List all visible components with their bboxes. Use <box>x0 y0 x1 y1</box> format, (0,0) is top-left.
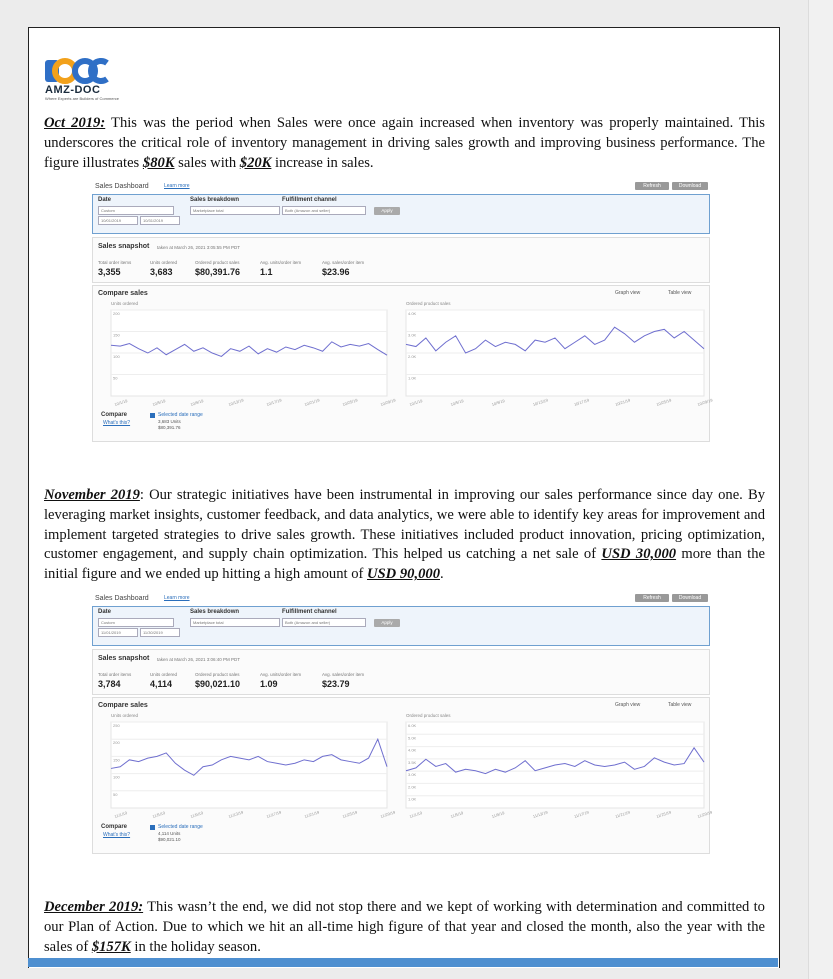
metric-value: 1.09 <box>260 679 278 689</box>
metric-value: $23.79 <box>322 679 350 689</box>
filters-panel <box>92 194 710 234</box>
paragraph-nov-2019 <box>44 486 765 585</box>
fulfillment-select[interactable]: Both (Amazon and seller) <box>282 206 366 215</box>
para-text: . <box>440 566 444 583</box>
x-tick-label: 11/9/19 <box>189 810 204 819</box>
metric-label: Avg. units/order item <box>260 260 302 265</box>
refresh-button[interactable]: Refresh <box>635 182 669 190</box>
date-select[interactable]: Custom <box>98 206 174 215</box>
compare-sales-title: Compare sales <box>98 702 148 709</box>
x-tick-label: 10/29/19 <box>696 397 714 407</box>
x-tick-label: 10/5/19 <box>449 398 465 407</box>
line-chart <box>111 713 397 819</box>
chart-title: Ordered product sales <box>406 713 451 718</box>
para-text: This was the period when Sales were once again increased when inventory was properly maintained. This underscores the critical role of inventory management in driving sales growth and improving business performance. The figure illustrates <box>44 115 765 171</box>
selected-units: 3,683 Units <box>158 419 181 424</box>
y-tick-label: 150 <box>113 332 120 338</box>
selected-range-label: Selected date range <box>158 412 203 418</box>
x-tick-label: 11/1/19 <box>113 810 128 819</box>
compare-sales-charts <box>93 286 714 416</box>
para-text: more than the initial figure and we ended up hitting a high amount of <box>44 546 765 583</box>
key-figure: $157K <box>91 938 131 955</box>
date-label: Date <box>98 609 112 615</box>
learn-more-link[interactable]: Learn more <box>164 595 190 601</box>
sales-breakdown-label: Sales breakdown <box>190 609 240 615</box>
heading-nov-2019: November 2019 <box>44 487 140 503</box>
logo-text: AMZ-DOC <box>45 84 101 96</box>
metric-value: 4,114 <box>150 679 173 689</box>
fulfillment-label: Fulfillment channel <box>282 197 337 203</box>
x-tick-label: 10/13/19 <box>227 397 245 407</box>
y-tick-label: 3.0K <box>408 332 417 338</box>
heading-dec-2019: December 2019: <box>44 899 144 915</box>
metric-label: Total order items <box>98 672 132 677</box>
date-from-input[interactable]: 11/01/2019 <box>98 628 138 637</box>
x-tick-label: 11/17/19 <box>265 809 282 819</box>
x-tick-label: 10/25/19 <box>341 397 359 407</box>
metric-label: Ordered product sales <box>195 672 240 677</box>
paragraph-oct-2019 <box>44 114 765 173</box>
y-tick-label: 200 <box>113 740 120 746</box>
y-tick-label: 1.0K <box>408 375 417 381</box>
vertical-scrollbar[interactable] <box>808 0 833 979</box>
download-button[interactable]: Download <box>672 182 708 190</box>
page-bottom-bar <box>28 958 778 967</box>
apply-button[interactable]: Apply <box>374 207 400 215</box>
y-tick-label: 50 <box>113 375 118 381</box>
dashboard-title: Sales Dashboard <box>95 183 149 190</box>
metric-label: Avg. sales/order item <box>322 260 365 265</box>
x-tick-label: 11/13/19 <box>227 809 244 819</box>
sales-snapshot <box>92 237 710 283</box>
sales-snapshot <box>92 649 710 695</box>
x-tick-label: 10/1/19 <box>408 398 424 407</box>
dashboard-title: Sales Dashboard <box>95 595 149 602</box>
x-tick-label: 11/25/19 <box>655 809 672 819</box>
snapshot-timestamp: taken at March 26, 2021 3:06:40 PM PDT <box>157 657 241 662</box>
whats-this-link[interactable]: What's this? <box>103 832 131 838</box>
y-tick-label: 5.0K <box>408 735 417 741</box>
x-tick-label: 10/25/19 <box>655 397 672 407</box>
y-tick-label: 50 <box>113 791 118 797</box>
selected-sales: $80,391.76 <box>158 425 181 430</box>
compare-label: Compare <box>101 824 128 830</box>
sales-breakdown-select[interactable]: Marketplace total <box>190 206 280 215</box>
para-text: increase in sales. <box>271 154 374 171</box>
sales-dashboard-oct <box>92 179 714 442</box>
y-tick-label: 2.0K <box>408 784 417 790</box>
apply-button[interactable]: Apply <box>374 619 400 627</box>
x-tick-label: 10/21/19 <box>303 397 321 407</box>
x-tick-label: 10/5/19 <box>151 398 167 407</box>
x-tick-label: 11/25/19 <box>341 809 358 819</box>
selected-units: 4,114 Units <box>158 831 181 836</box>
metric-value: $23.96 <box>322 267 350 277</box>
fulfillment-label: Fulfillment channel <box>282 609 337 615</box>
graph-view-toggle[interactable]: Graph view <box>615 290 641 296</box>
x-tick-label: 10/29/19 <box>379 397 397 407</box>
y-tick-label: 3.0K <box>408 772 417 778</box>
chart-title: Units ordered <box>111 713 139 718</box>
metric-value: 3,784 <box>98 679 121 689</box>
x-tick-label: 10/13/19 <box>532 397 549 407</box>
metric-label: Units ordered <box>150 672 178 677</box>
line-chart <box>406 301 714 407</box>
sales-breakdown-label: Sales breakdown <box>190 197 240 203</box>
x-tick-label: 11/5/19 <box>449 810 464 819</box>
metric-value: $90,021.10 <box>195 679 241 689</box>
key-figure: USD 30,000 <box>601 546 677 563</box>
x-tick-label: 11/21/19 <box>614 809 631 819</box>
y-tick-label: 150 <box>113 757 120 763</box>
selected-range-label: Selected date range <box>158 824 203 830</box>
snapshot-timestamp: taken at March 26, 2021 3:05:55 PM PDT <box>157 245 241 250</box>
x-tick-label: 11/29/19 <box>696 809 713 819</box>
x-tick-label: 11/9/19 <box>491 810 506 819</box>
key-figure: $80K <box>142 154 175 171</box>
compare-sales-panel <box>92 697 713 854</box>
line-chart <box>111 301 397 407</box>
fulfillment-select[interactable]: Both (Amazon and seller) <box>282 618 366 627</box>
date-to-input[interactable]: 10/31/2019 <box>140 216 180 225</box>
x-tick-label: 11/17/19 <box>573 809 590 819</box>
plot-area <box>111 722 387 808</box>
x-tick-label: 11/29/19 <box>379 809 396 819</box>
metric-label: Total order items <box>98 260 132 265</box>
document-page <box>28 27 780 968</box>
x-tick-label: 10/21/19 <box>614 397 631 407</box>
y-tick-label: 200 <box>113 311 120 316</box>
y-tick-label: 1.0K <box>408 796 417 802</box>
x-tick-label: 10/9/19 <box>491 398 506 407</box>
x-tick-label: 10/17/19 <box>573 397 590 407</box>
x-tick-label: 11/1/19 <box>408 810 423 819</box>
para-text: sales with <box>174 154 240 171</box>
table-view-toggle[interactable]: Table view <box>668 290 692 296</box>
y-tick-label: 4.0K <box>408 311 417 316</box>
date-select[interactable]: Custom <box>98 618 174 627</box>
para-text: in the holiday season. <box>130 938 261 955</box>
chart-title: Ordered product sales <box>406 301 451 306</box>
date-from-input[interactable]: 10/01/2019 <box>98 216 138 225</box>
metric-label: Ordered product sales <box>195 260 240 265</box>
filters-panel <box>92 606 710 646</box>
whats-this-link[interactable]: What's this? <box>103 420 131 426</box>
metric-label: Units ordered <box>150 260 178 265</box>
y-tick-label: 2.0K <box>408 354 417 359</box>
date-to-input[interactable]: 11/30/2019 <box>140 628 180 637</box>
selected-sales: $90,021.10 <box>158 837 181 842</box>
x-tick-label: 10/9/19 <box>189 398 205 407</box>
para-text: : Our strategic initiatives have been instrumental in improving our sales performance since day one. By leveraging market insights, customer feedback, and data analytics, we were able to identify key areas for improvement and implement targeted strategies to drive sales growth. These initiatives included product innovation, pricing optimization, customer engagement, and supply chain optimization. This helped us catching a net sale of <box>44 487 765 563</box>
graph-view-toggle[interactable]: Graph view <box>615 702 641 708</box>
metric-value: $80,391.76 <box>195 267 241 277</box>
x-tick-label: 11/5/19 <box>151 810 166 819</box>
compare-label: Compare <box>101 412 128 418</box>
snapshot-title: Sales snapshot <box>98 655 150 662</box>
heading-oct-2019: Oct 2019: <box>44 115 106 131</box>
x-tick-label: 10/1/19 <box>113 398 129 407</box>
y-tick-label: 4.0K <box>408 747 417 753</box>
para-text: This wasn’t the end, we did not stop there and we kept of working with determination and committed to our Plan of Action. Due to which we hit an all-time high figure of that year and closed the month, also the year with the sales of <box>44 899 765 955</box>
refresh-button[interactable]: Refresh <box>635 594 669 602</box>
key-figure: $20K <box>239 154 272 171</box>
metric-value: 3,683 <box>150 267 173 277</box>
x-tick-label: 11/21/19 <box>303 809 320 819</box>
sales-breakdown-select[interactable]: Marketplace total <box>190 618 280 627</box>
y-tick-label: 6.0K <box>408 723 417 728</box>
table-view-toggle[interactable]: Table view <box>668 702 692 708</box>
x-tick-label: 11/13/19 <box>532 809 549 819</box>
learn-more-link[interactable]: Learn more <box>164 183 190 189</box>
x-tick-label: 10/17/19 <box>265 397 283 407</box>
y-tick-label: 3.5K <box>408 759 417 765</box>
metric-label: Avg. units/order item <box>260 672 302 677</box>
sales-dashboard-nov <box>92 591 713 854</box>
key-figure: USD 90,000 <box>367 566 440 583</box>
compare-sales-title: Compare sales <box>98 290 148 297</box>
y-tick-label: 100 <box>113 774 120 780</box>
metric-value: 3,355 <box>98 267 121 277</box>
chart-title: Units ordered <box>111 301 139 306</box>
snapshot-title: Sales snapshot <box>98 243 150 250</box>
compare-sales-charts <box>93 698 713 828</box>
y-tick-label: 100 <box>113 354 120 359</box>
compare-sales-panel <box>92 285 714 442</box>
metric-value: 1.1 <box>260 267 273 277</box>
logo-tagline: Where Experts are Builders of Commerce <box>45 96 120 101</box>
download-button[interactable]: Download <box>672 594 708 602</box>
metric-label: Avg. sales/order item <box>322 672 365 677</box>
date-label: Date <box>98 197 112 203</box>
y-tick-label: 250 <box>113 723 120 728</box>
line-chart <box>406 713 714 819</box>
paragraph-dec-2019 <box>44 898 765 957</box>
